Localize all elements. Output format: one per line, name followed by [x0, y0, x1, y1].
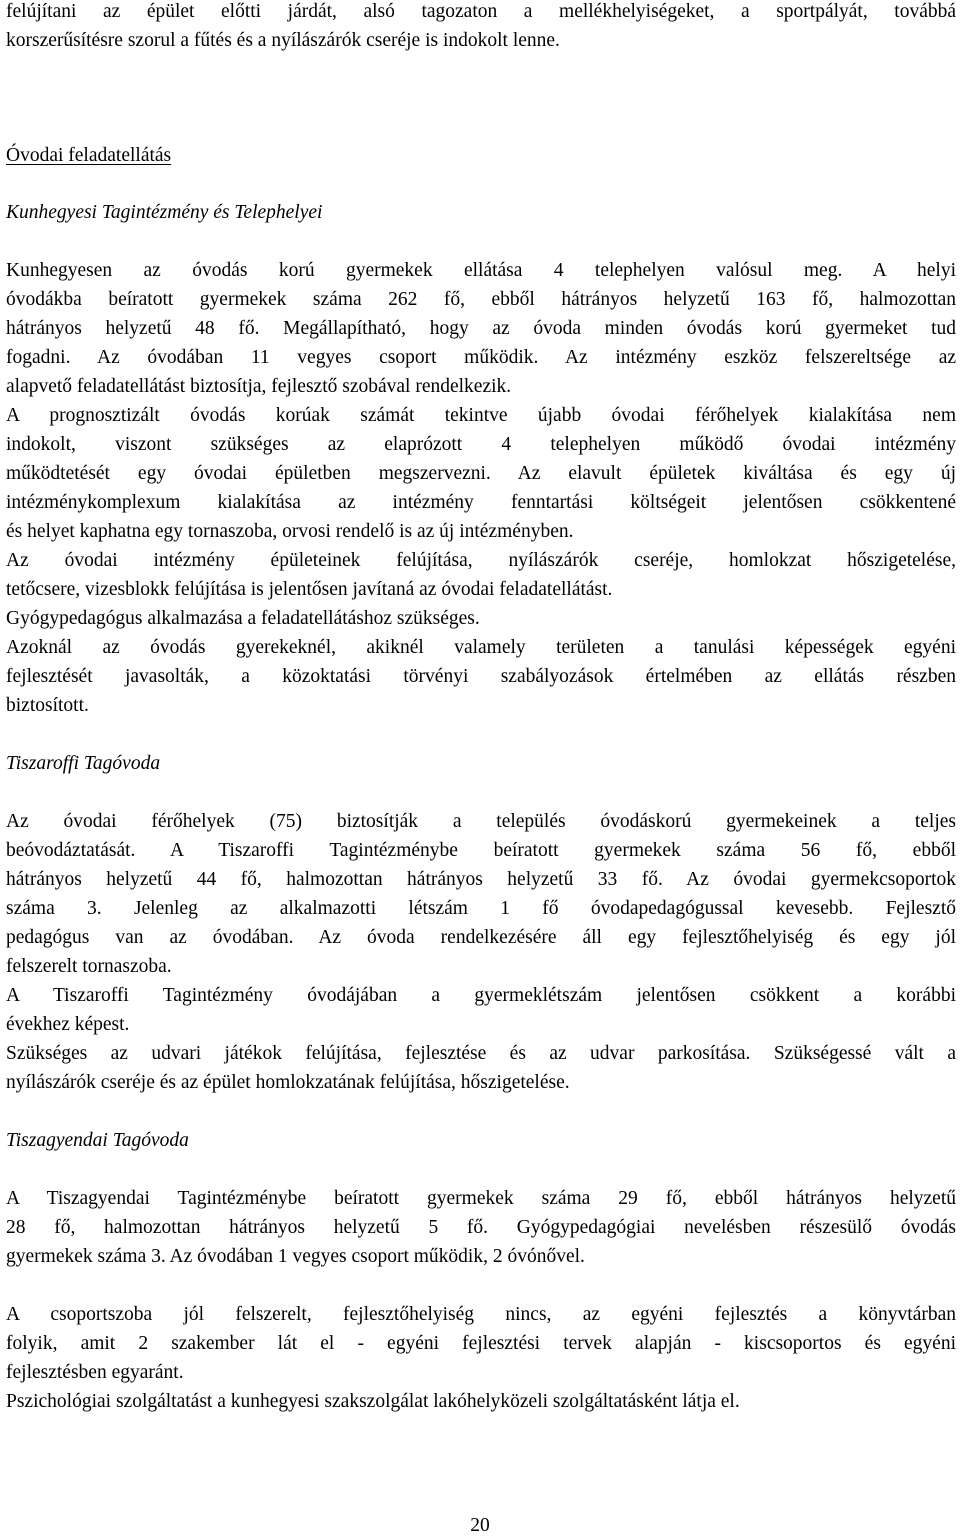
text-line: fejlesztésben egyaránt. — [6, 1362, 184, 1383]
text-line: indokolt, viszont szükséges az elaprózott 4 telephelyen működő óvodai intézmény — [6, 434, 956, 455]
text-line: működtetését egy óvodai épületben megszervezni. Az elavult épületek kiváltása és egy új — [6, 463, 956, 484]
text-line: A Tiszagyendai Tagintézménybe beíratott gyermekek száma 29 fő, ebből hátrányos helyzetű — [6, 1188, 956, 1209]
text-line: folyik, amit 2 szakember lát el - egyéni fejlesztési tervek alapján - kiscsoportos és egyéni — [6, 1333, 956, 1354]
text-line: Kunhegyesen az óvodás korú gyermekek ellátása 4 telephelyen valósul meg. A helyi — [6, 260, 956, 281]
kunhegyes-paragraph-3 — [6, 546, 956, 604]
text-line: hátrányos helyzetű 48 fő. Megállapítható, hogy az óvoda minden óvodás korú gyermeket tud — [6, 318, 956, 339]
tiszaroff-paragraph-2 — [6, 981, 956, 1039]
text-line: Az óvodai férőhelyek (75) biztosítják a település óvodáskorú gyermekeinek a teljes — [6, 811, 956, 832]
subsection-heading-tiszaroff: Tiszaroffi Tagóvoda — [6, 753, 161, 774]
text-line: és helyet kaphatna egy tornaszoba, orvosi rendelő is az új intézményben. — [6, 521, 574, 542]
text-line: száma 3. Jelenleg az alkalmazotti létszám 1 fő óvodapedagógussal kevesebb. Fejlesztő — [6, 898, 956, 919]
tiszaroff-paragraph-1 — [6, 807, 956, 981]
text-line: korszerűsítésre szorul a fűtés és a nyílászárók cseréje is indokolt lenne. — [6, 30, 560, 51]
text-line: felszerelt tornaszoba. — [6, 956, 172, 977]
page-number: 20 — [470, 1515, 490, 1536]
text-line: beóvodáztatását. A Tiszaroffi Tagintézménybe beíratott gyermekek száma 56 fő, ebből — [6, 840, 956, 861]
text-line: fejlesztését javasolták, a közoktatási törvényi szabályozások értelmében az ellátás részben — [6, 666, 956, 687]
tiszaroff-paragraph-3 — [6, 1039, 956, 1097]
text-line: pedagógus van az óvodában. Az óvoda rendelkezésére áll egy fejlesztőhelyiség és egy jól — [6, 927, 956, 948]
text-line: A prognosztizált óvodás korúak számát tekintve újabb óvodai férőhelyek kialakítása nem — [6, 405, 956, 426]
kunhegyes-paragraph-1 — [6, 256, 956, 401]
tiszagyenda-paragraph-2 — [6, 1300, 956, 1387]
text-line: Az óvodai intézmény épületeinek felújítása, nyílászárók cseréje, homlokzat hőszigetelése, — [6, 550, 956, 571]
intro-paragraph — [6, 0, 956, 55]
text-line: Azoknál az óvodás gyerekeknél, akiknél valamely területen a tanulási képességek egyéni — [6, 637, 956, 658]
subsection-heading-tiszagyenda: Tiszagyendai Tagóvoda — [6, 1130, 189, 1151]
text-line: Gyógypedagógus alkalmazása a feladatellátáshoz szükséges. — [6, 608, 480, 629]
text-line: nyílászárók cseréje és az épület homlokzatának felújítása, hőszigetelése. — [6, 1072, 570, 1093]
text-line: tetőcsere, vizesblokk felújítása is jelentősen javítaná az óvodai feladatellátást. — [6, 579, 613, 600]
text-line: alapvető feladatellátást biztosítja, fejlesztő szobával rendelkezik. — [6, 376, 512, 397]
text-line: fogadni. Az óvodában 11 vegyes csoport működik. Az intézmény eszköz felszereltsége az — [6, 347, 956, 368]
text-line: óvodákba beíratott gyermekek száma 262 fő, ebből hátrányos helyzetű 163 fő, halmozottan — [6, 289, 956, 310]
subsection-heading-kunhegyes: Kunhegyesi Tagintézmény és Telephelyei — [6, 202, 323, 223]
text-line: A csoportszoba jól felszerelt, fejlesztőhelyiség nincs, az egyéni fejlesztés a könyvtárban — [6, 1304, 956, 1325]
text-line: évekhez képest. — [6, 1014, 130, 1035]
text-line: A Tiszaroffi Tagintézmény óvodájában a gyermeklétszám jelentősen csökkent a korábbi — [6, 985, 956, 1006]
text-line: gyermekek száma 3. Az óvodában 1 vegyes csoport működik, 2 óvónővel. — [6, 1246, 585, 1267]
kunhegyes-paragraph-5 — [6, 633, 956, 720]
text-line: Szükséges az udvari játékok felújítása, fejlesztése és az udvar parkosítása. Szükségessé vált a — [6, 1043, 956, 1064]
text-line: intézménykomplexum kialakítása az intézmény fenntartási költségeit jelentősen csökkentené — [6, 492, 956, 513]
section-title: Óvodai feladatellátás — [6, 145, 172, 166]
tiszagyenda-paragraph-3 — [6, 1387, 956, 1416]
text-line: Pszichológiai szolgáltatást a kunhegyesi szakszolgálat lakóhelyközeli szolgáltatásként látja el. — [6, 1391, 740, 1412]
text-line: hátrányos helyzetű 44 fő, halmozottan hátrányos helyzetű 33 fő. Az óvodai gyermekcsoportok — [6, 869, 956, 890]
text-line: felújítani az épület előtti járdát, alsó tagozaton a mellékhelyiségeket, a sportpályát, továbbá — [6, 1, 956, 22]
text-line: biztosított. — [6, 695, 89, 716]
tiszagyenda-paragraph-1 — [6, 1184, 956, 1271]
kunhegyes-paragraph-4 — [6, 604, 956, 633]
text-line: 28 fő, halmozottan hátrányos helyzetű 5 fő. Gyógypedagógiai nevelésben részesülő óvodás — [6, 1217, 956, 1238]
kunhegyes-paragraph-2 — [6, 401, 956, 546]
